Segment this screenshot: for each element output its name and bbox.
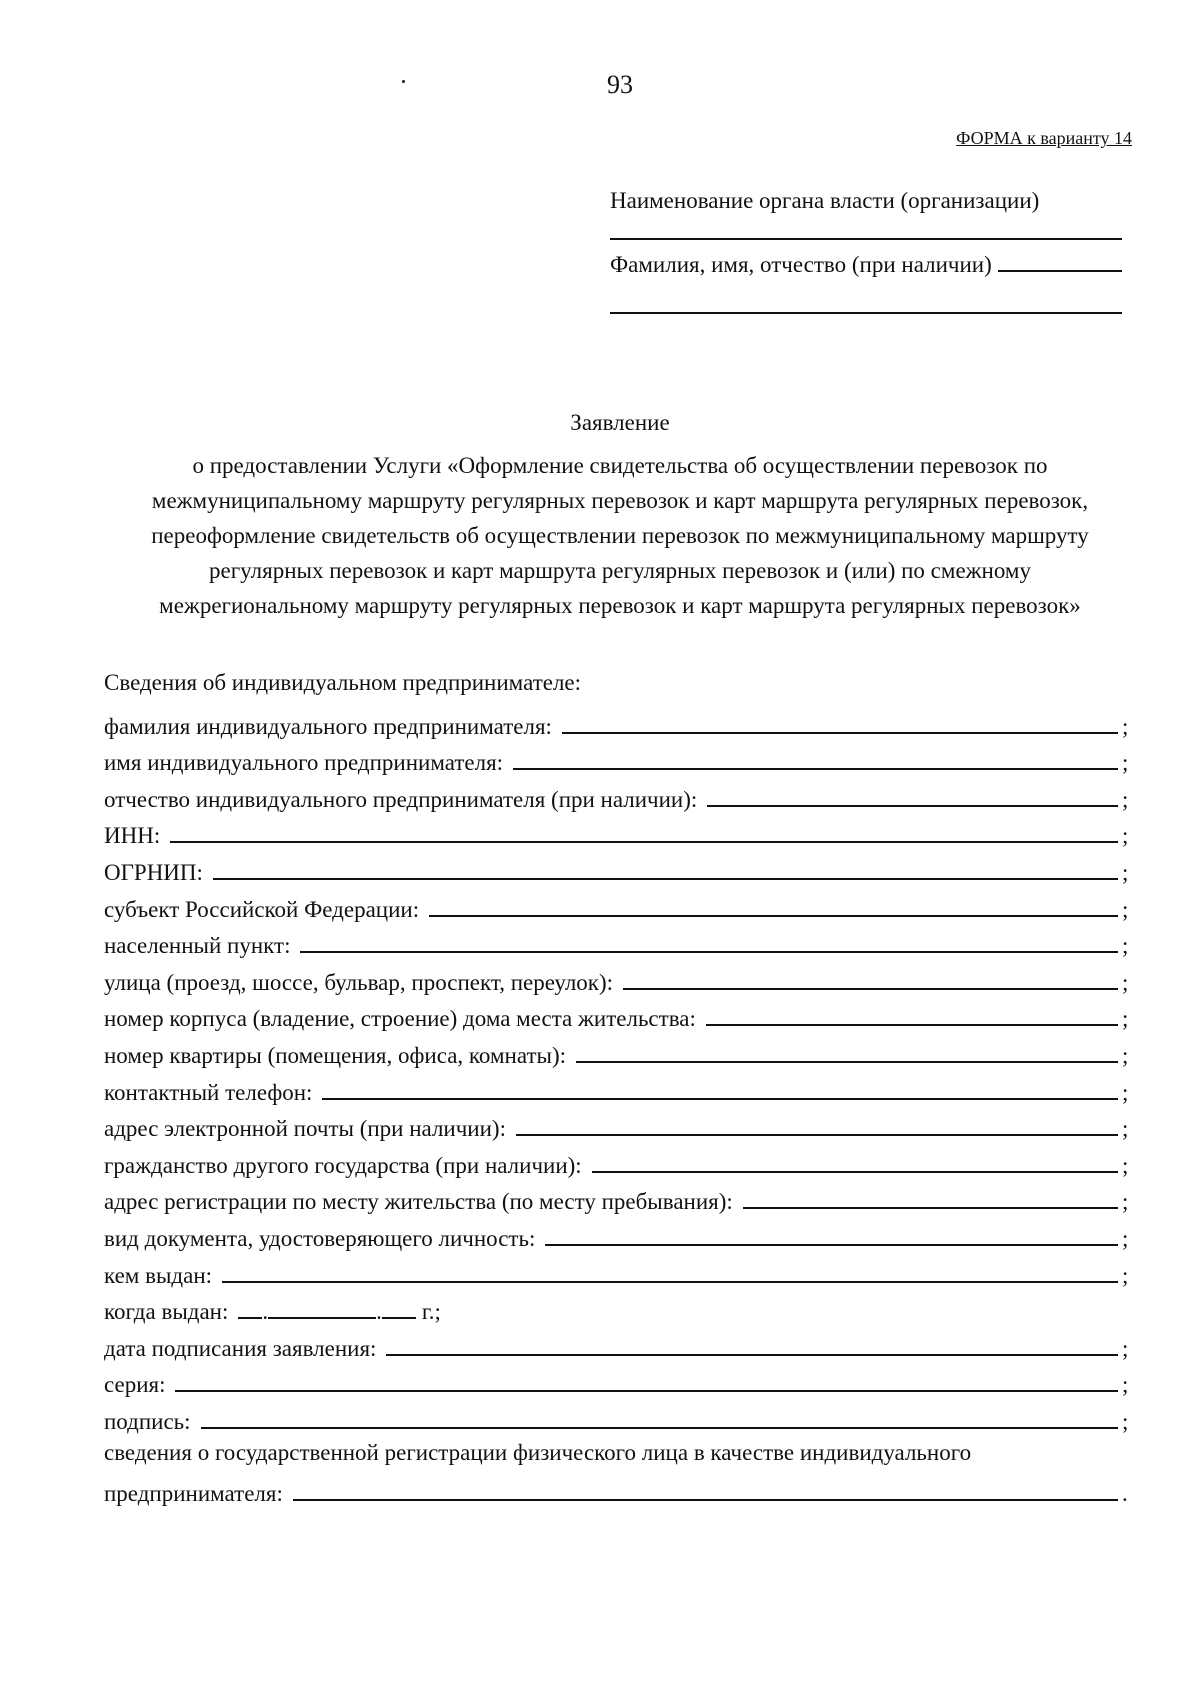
field-input-line[interactable]: [201, 1427, 1118, 1429]
field-input-line[interactable]: [707, 805, 1118, 807]
applicant-name-label: Фамилия, имя, отчество (при наличии): [610, 252, 992, 277]
row-terminator: ;: [1122, 1189, 1129, 1215]
field-input-line[interactable]: [213, 878, 1118, 880]
page-number: 93: [607, 70, 633, 99]
subject-line: регулярных перевозок и карт маршрута регулярных перевозок и (или) по смежному: [209, 558, 1031, 583]
subject-line: переоформление свидетельств об осуществлении перевозок по межмуниципальному маршруту: [151, 523, 1089, 548]
field-label: контактный телефон:: [104, 1079, 313, 1105]
field-row: [104, 814, 1132, 851]
row-terminator: ;: [1122, 713, 1129, 739]
field-input-line[interactable]: [175, 1390, 1118, 1392]
field-label: адрес регистрации по месту жительства (по месту пребывания):: [104, 1189, 733, 1215]
row-terminator: ;: [1122, 1006, 1129, 1032]
field-row: [104, 1216, 1132, 1253]
field-label: фамилия индивидуального предпринимателя:: [104, 713, 552, 739]
applicant-name-input-line-2[interactable]: [610, 312, 1122, 314]
field-row: [104, 1033, 1132, 1070]
field-input-line[interactable]: [743, 1207, 1118, 1209]
field-row: [104, 1107, 1132, 1144]
field-label: кем выдан:: [104, 1262, 213, 1288]
row-terminator: .: [1122, 1480, 1128, 1506]
section-heading: Сведения об индивидуальном предпринимателе:: [104, 670, 582, 695]
field-row: [104, 777, 1132, 814]
field-label: населенный пункт:: [104, 933, 291, 959]
field-input-line[interactable]: [576, 1061, 1118, 1063]
field-label: ИНН:: [104, 823, 161, 849]
date-issued-year-input[interactable]: [382, 1317, 416, 1319]
field-label: дата подписания заявления:: [104, 1335, 377, 1361]
field-input-line[interactable]: [592, 1171, 1118, 1173]
subject-line: о предоставлении Услуги «Оформление свидетельства об осуществлении перевозок по: [192, 453, 1048, 478]
field-row: [104, 1399, 1132, 1436]
date-separator: .: [262, 1299, 269, 1325]
date-issued-month-input[interactable]: [268, 1317, 376, 1319]
registration-input-line[interactable]: [293, 1499, 1118, 1501]
field-label: отчество индивидуального предпринимателя (при наличии):: [104, 786, 698, 812]
registration-label-line1: сведения о государственной регистрации физического лица в качестве индивидуального: [104, 1439, 972, 1465]
subject-line: межрегиональному маршруту регулярных перевозок и карт маршрута регулярных перевозок»: [159, 593, 1081, 618]
entrepreneur-fields: [104, 668, 1132, 1508]
row-terminator: ;: [1122, 1225, 1129, 1251]
field-label: номер корпуса (владение, строение) дома места жительства:: [104, 1006, 696, 1032]
row-terminator: ;: [1122, 933, 1129, 959]
field-label: номер квартиры (помещения, офиса, комнаты):: [104, 1042, 566, 1068]
field-input-line[interactable]: [429, 915, 1118, 917]
field-input-line[interactable]: [386, 1354, 1118, 1356]
field-label: ОГРНИП:: [104, 859, 203, 885]
field-input-line[interactable]: [513, 768, 1118, 770]
date-issued-label: когда выдан:: [104, 1299, 229, 1325]
field-row: [104, 1143, 1132, 1180]
field-input-line[interactable]: [222, 1281, 1118, 1283]
authority-input-line[interactable]: [610, 238, 1122, 240]
row-terminator: ;: [1122, 1152, 1129, 1178]
field-input-line[interactable]: [300, 951, 1118, 953]
row-terminator: ;: [1122, 859, 1129, 885]
registration-label: предпринимателя:: [104, 1480, 283, 1506]
field-row: [104, 887, 1132, 924]
document-subject: [110, 448, 1130, 623]
field-input-line[interactable]: [170, 841, 1118, 843]
applicant-name-input-line[interactable]: [998, 270, 1122, 272]
field-row: [104, 850, 1132, 887]
row-terminator: ;: [1122, 969, 1129, 995]
field-input-line[interactable]: [516, 1134, 1118, 1136]
field-label: гражданство другого государства (при наличии):: [104, 1152, 582, 1178]
row-terminator: ;: [1122, 786, 1129, 812]
field-row: [104, 704, 1132, 741]
field-row: [104, 1253, 1132, 1290]
field-row: [104, 960, 1132, 997]
date-issued-row: [104, 1290, 1132, 1327]
subject-line: межмуниципальному маршруту регулярных перевозок и карт маршрута регулярных перевозок,: [151, 488, 1089, 513]
field-input-line[interactable]: [545, 1244, 1118, 1246]
row-terminator: ;: [1122, 823, 1129, 849]
field-input-line[interactable]: [322, 1098, 1118, 1100]
authority-label: Наименование органа власти (организации): [610, 188, 1040, 213]
addressee-block: [610, 188, 1122, 314]
date-issued-day-input[interactable]: [238, 1317, 262, 1319]
field-row: [104, 997, 1132, 1034]
field-row: [104, 924, 1132, 961]
field-input-line[interactable]: [706, 1024, 1118, 1026]
field-label: субъект Российской Федерации:: [104, 896, 420, 922]
field-input-line[interactable]: [623, 988, 1118, 990]
date-separator: .: [376, 1299, 382, 1325]
field-row: [104, 1180, 1132, 1217]
field-row: [104, 741, 1132, 778]
document-title: Заявление: [570, 410, 670, 435]
field-label: адрес электронной почты (при наличии):: [104, 1116, 506, 1142]
field-row: [104, 1326, 1132, 1363]
field-row: [104, 1070, 1132, 1107]
form-reference: ФОРМА к варианту 14: [956, 128, 1132, 148]
field-input-line[interactable]: [562, 732, 1118, 734]
date-issued-suffix: г.;: [421, 1299, 441, 1325]
field-label: серия:: [104, 1372, 166, 1398]
registration-row: [104, 1474, 1132, 1508]
row-terminator: ;: [1122, 1116, 1129, 1142]
row-terminator: ;: [1122, 1408, 1129, 1434]
field-label: подпись:: [104, 1408, 191, 1434]
field-label: улица (проезд, шоссе, бульвар, проспект, переулок):: [104, 969, 614, 995]
row-terminator: ;: [1122, 750, 1129, 776]
field-label: имя индивидуального предпринимателя:: [104, 750, 504, 776]
field-row: [104, 1363, 1132, 1400]
row-terminator: ;: [1122, 1262, 1129, 1288]
row-terminator: ;: [1122, 1079, 1129, 1105]
row-terminator: ;: [1122, 1335, 1129, 1361]
row-terminator: ;: [1122, 1372, 1129, 1398]
field-label: вид документа, удостоверяющего личность:: [104, 1225, 536, 1251]
row-terminator: ;: [1122, 896, 1129, 922]
row-terminator: ;: [1122, 1042, 1129, 1068]
